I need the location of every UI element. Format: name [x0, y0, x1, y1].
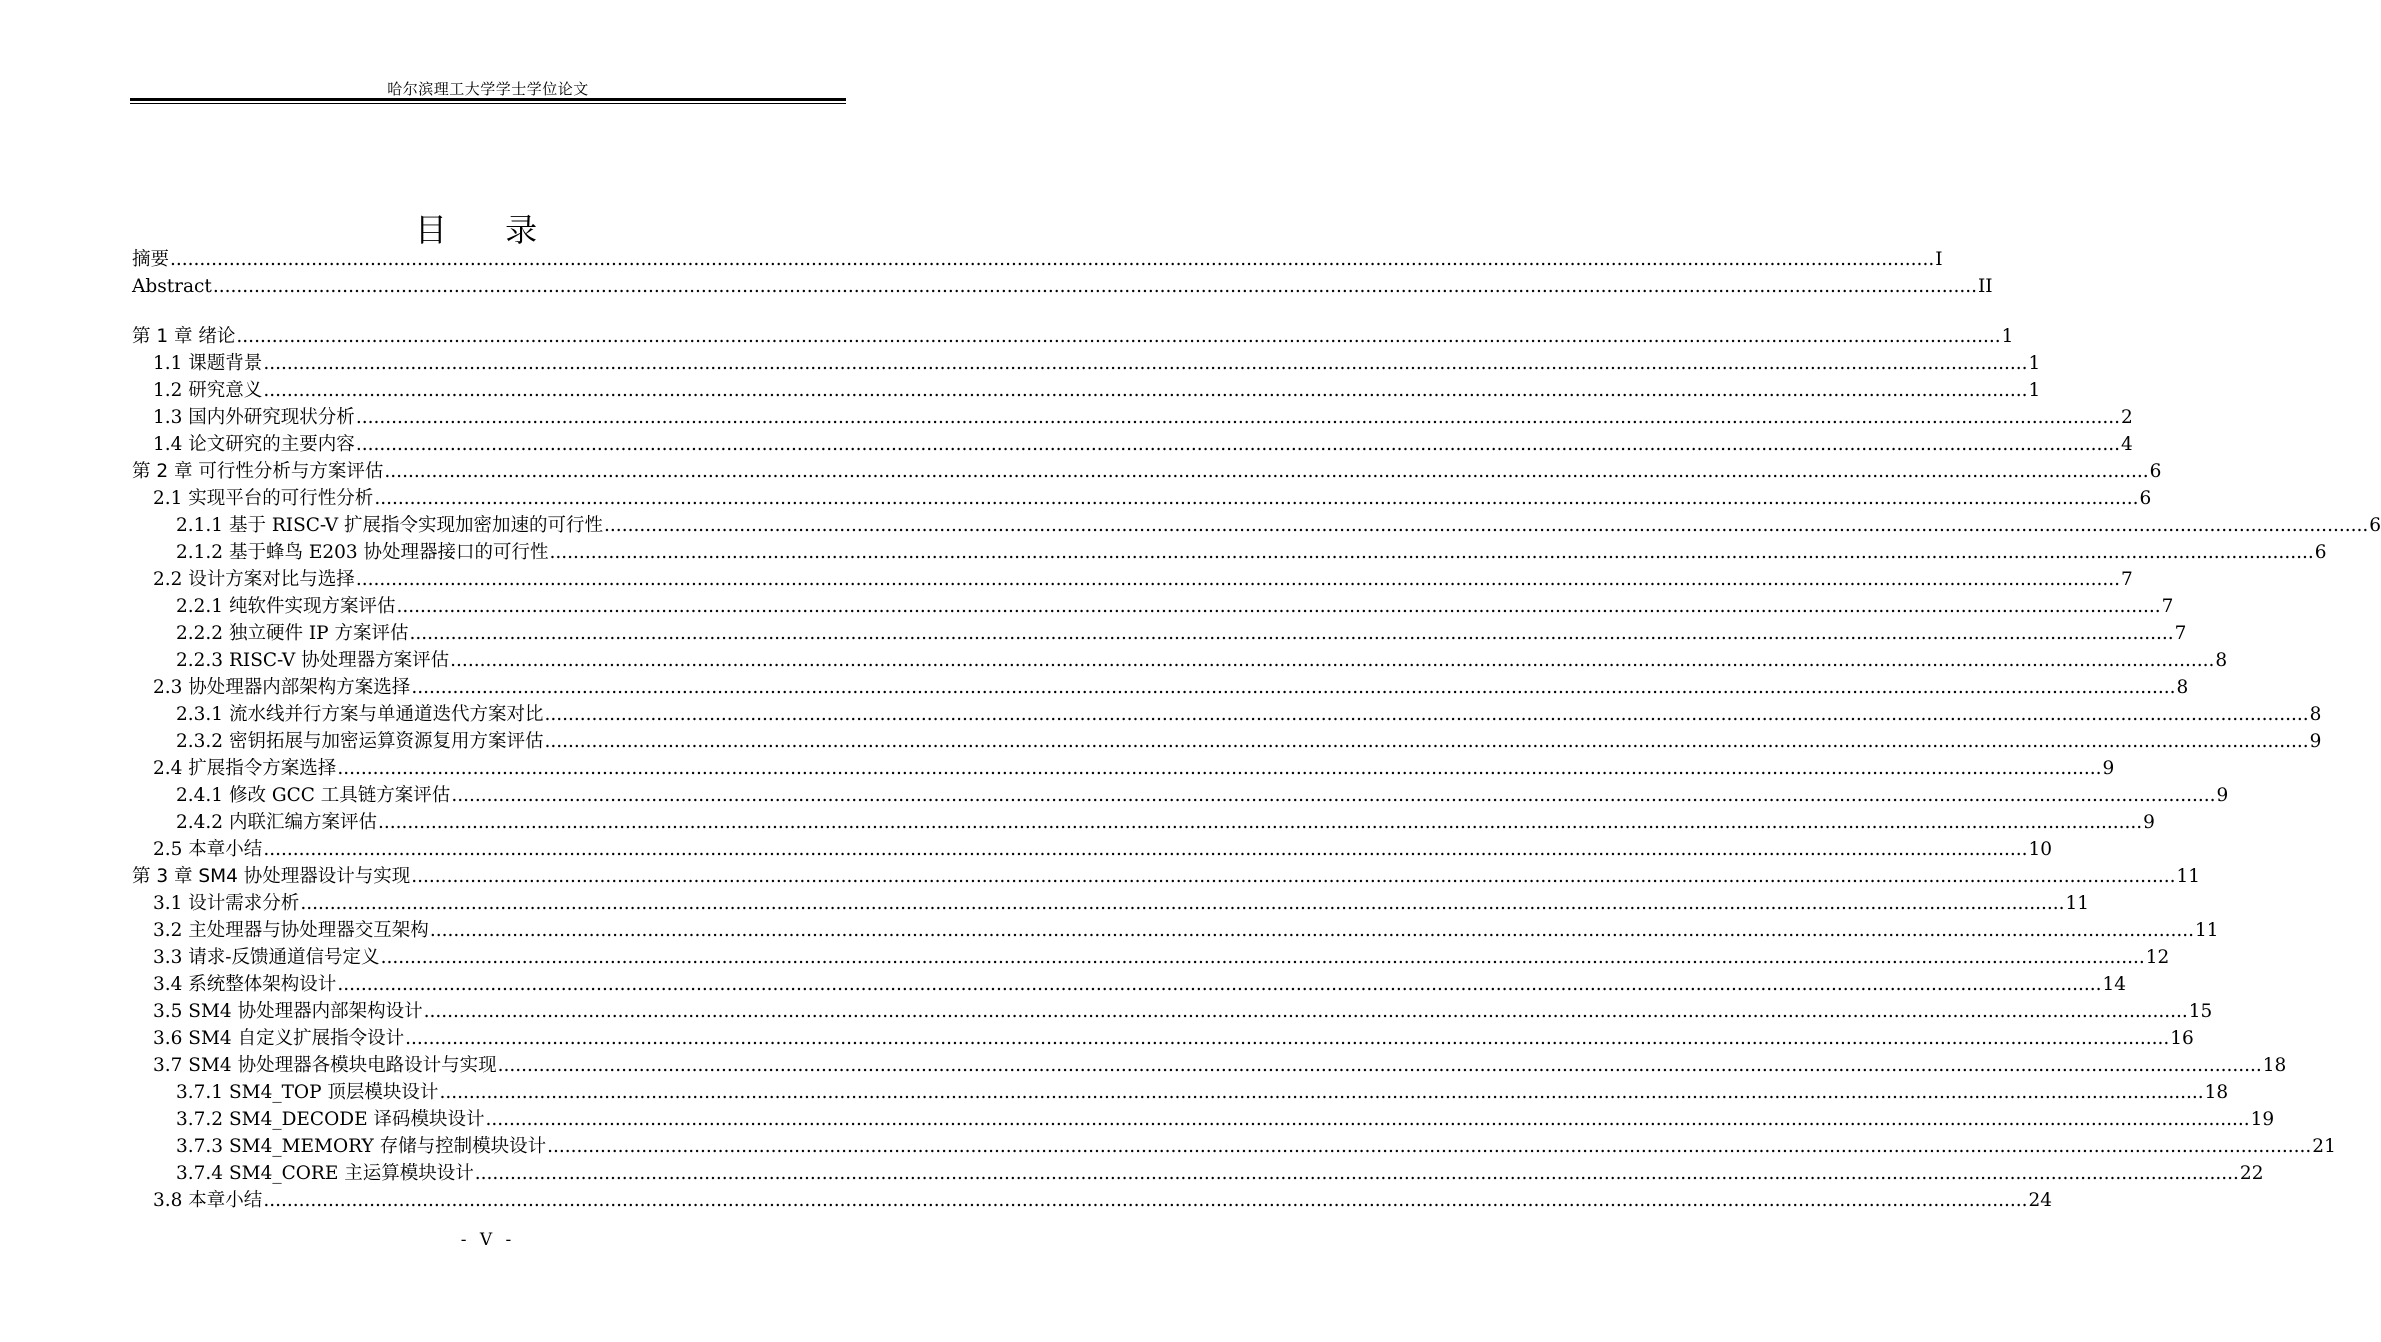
toc-leader: ............................................................................................................................................................................................................................................................................................................: [411, 866, 2176, 887]
toc-entry-page: 11: [2176, 866, 2201, 887]
toc-entry-label: 1.3 国内外研究现状分析: [153, 407, 355, 428]
toc-section-row[interactable]: [130, 539, 2327, 566]
toc-section-row[interactable]: [130, 1025, 2194, 1052]
toc-section-row[interactable]: [130, 1160, 2264, 1187]
toc-entry-page: 7: [2121, 569, 2133, 590]
toc-leader: ............................................................................................................................................................................................................................................................................................................: [396, 596, 2161, 617]
toc-entry-page: 11: [2065, 893, 2090, 914]
toc-leader: ............................................................................................................................................................................................................................................................................................................: [384, 461, 2149, 482]
toc-leader: ............................................................................................................................................................................................................................................................................................................: [547, 1136, 2312, 1157]
toc-leader: ............................................................................................................................................................................................................................................................................................................: [549, 542, 2314, 563]
toc-entry-label: 3.8 本章小结: [153, 1190, 263, 1211]
toc-leader: ............................................................................................................................................................................................................................................................................................................: [337, 974, 2102, 995]
toc-entry-label: 2.2.1 纯软件实现方案评估: [176, 596, 396, 617]
toc-section-row[interactable]: [130, 620, 2187, 647]
toc-entry-page: 15: [2188, 1001, 2213, 1022]
toc-leader: ............................................................................................................................................................................................................................................................................................................: [544, 704, 2309, 725]
toc-entry-label: Abstract: [132, 276, 212, 297]
toc-entry-page: 1: [2028, 353, 2041, 374]
toc-entry-page: 18: [2262, 1055, 2287, 1076]
toc-entry-page: 9: [2102, 758, 2115, 779]
toc-leader: ............................................................................................................................................................................................................................................................................................................: [429, 920, 2194, 941]
toc-entry-label: 2.3 协处理器内部架构方案选择: [153, 677, 411, 698]
toc-section-row[interactable]: [130, 1052, 2287, 1079]
toc-section-row[interactable]: [130, 782, 2229, 809]
toc-leader: ............................................................................................................................................................................................................................................................................................................: [236, 326, 2001, 347]
toc-section-row[interactable]: [130, 512, 2381, 539]
toc-entry-page: 6: [2314, 542, 2327, 563]
toc-entries: [130, 323, 2381, 1214]
toc-entry-page: 12: [2145, 947, 2170, 968]
toc-section-row[interactable]: [130, 350, 2041, 377]
toc-entry-page: 24: [2028, 1190, 2053, 1211]
toc-entry-page: 9: [2143, 812, 2155, 833]
toc-section-row[interactable]: [130, 890, 2090, 917]
toc-section-row[interactable]: [130, 1187, 2053, 1214]
toc-entry-page: 9: [2216, 785, 2229, 806]
table-of-contents: [130, 246, 2381, 1214]
toc-leader: ............................................................................................................................................................................................................................................................................................................: [355, 569, 2120, 590]
toc-entry-label: 3.7.1 SM4_TOP 顶层模块设计: [176, 1082, 439, 1103]
toc-entry-label: 第 2 章 可行性分析与方案评估: [132, 461, 384, 482]
toc-entry-label: 3.7.3 SM4_MEMORY 存储与控制模块设计: [176, 1136, 547, 1157]
toc-leader: ............................................................................................................................................................................................................................................................................................................: [170, 249, 1935, 270]
toc-chapter-row[interactable]: [130, 458, 2162, 485]
toc-entry-label: 摘要: [132, 249, 170, 270]
toc-section-row[interactable]: [130, 836, 2053, 863]
toc-entry-label: 2.2 设计方案对比与选择: [153, 569, 355, 590]
toc-entry-label: 2.5 本章小结: [153, 839, 263, 860]
toc-entry-label: 3.3 请求-反馈通道信号定义: [153, 947, 380, 968]
toc-leader: ............................................................................................................................................................................................................................................................................................................: [263, 1190, 2028, 1211]
toc-section-row[interactable]: [130, 971, 2127, 998]
toc-entry-page: 6: [2139, 488, 2152, 509]
toc-leader: ............................................................................................................................................................................................................................................................................................................: [474, 1163, 2239, 1184]
toc-entry-label: 2.2.3 RISC-V 协处理器方案评估: [176, 650, 450, 671]
toc-section-row[interactable]: [130, 647, 2228, 674]
toc-leader: ............................................................................................................................................................................................................................................................................................................: [497, 1055, 2262, 1076]
toc-leader: ............................................................................................................................................................................................................................................................................................................: [355, 434, 2120, 455]
toc-entry-label: 2.4 扩展指令方案选择: [153, 758, 337, 779]
toc-entry-label: 3.4 系统整体架构设计: [153, 974, 337, 995]
toc-entry-page: 9: [2309, 731, 2322, 752]
toc-entry-label: 2.1.1 基于 RISC-V 扩展指令实现加密加速的可行性: [176, 515, 604, 536]
toc-entry-label: 2.4.1 修改 GCC 工具链方案评估: [176, 785, 451, 806]
toc-entry-label: 1.4 论文研究的主要内容: [153, 434, 355, 455]
toc-entry-page: 2: [2121, 407, 2133, 428]
toc-entry-label: 2.1 实现平台的可行性分析: [153, 488, 374, 509]
toc-row-abstract-en[interactable]: [130, 273, 1993, 300]
toc-entry-label: 3.2 主处理器与协处理器交互架构: [153, 920, 429, 941]
toc-leader: ............................................................................................................................................................................................................................................................................................................: [409, 623, 2174, 644]
toc-leader: ............................................................................................................................................................................................................................................................................................................: [374, 488, 2139, 509]
toc-entry-label: 3.7 SM4 协处理器各模块电路设计与实现: [153, 1055, 497, 1076]
toc-entry-page: 4: [2121, 434, 2133, 455]
toc-section-row[interactable]: [130, 431, 2133, 458]
toc-entry-page: 8: [2215, 650, 2228, 671]
toc-leader: ............................................................................................................................................................................................................................................................................................................: [405, 1028, 2170, 1049]
toc-entry-label: 1.1 课题背景: [153, 353, 263, 374]
running-header: 哈尔滨理工大学学士学位论文: [387, 80, 589, 98]
toc-gap: [130, 300, 846, 323]
page-number: - V -: [460, 1230, 516, 1250]
toc-section-row[interactable]: [130, 809, 2155, 836]
header-rule-thick: [130, 98, 846, 101]
toc-entry-page: 11: [2195, 920, 2219, 941]
toc-section-row[interactable]: [130, 1133, 2336, 1160]
toc-section-row[interactable]: [130, 404, 2133, 431]
toc-leader: ............................................................................................................................................................................................................................................................................................................: [423, 1001, 2188, 1022]
toc-chapter-row[interactable]: [130, 863, 2201, 890]
toc-entry-page: 1: [2028, 380, 2041, 401]
toc-leader: ............................................................................................................................................................................................................................................................................................................: [300, 893, 2065, 914]
toc-entry-page: 1: [2001, 326, 2014, 347]
toc-entry-label: 3.7.2 SM4_DECODE 译码模块设计: [176, 1109, 485, 1130]
toc-leader: ............................................................................................................................................................................................................................................................................................................: [411, 677, 2176, 698]
toc-entry-label: 2.3.1 流水线并行方案与单通道迭代方案对比: [176, 704, 544, 725]
toc-leader: ............................................................................................................................................................................................................................................................................................................: [450, 650, 2215, 671]
toc-entry-page: 19: [2250, 1109, 2275, 1130]
toc-leader: ............................................................................................................................................................................................................................................................................................................: [485, 1109, 2250, 1130]
toc-entry-page: 21: [2312, 1136, 2336, 1157]
toc-entry-label: 第 3 章 SM4 协处理器设计与实现: [132, 866, 411, 887]
toc-entry-label: 3.5 SM4 协处理器内部架构设计: [153, 1001, 423, 1022]
toc-leader: ............................................................................................................................................................................................................................................................................................................: [544, 731, 2309, 752]
toc-entry-page: 6: [2149, 461, 2162, 482]
toc-section-row[interactable]: [130, 998, 2213, 1025]
toc-entry-label: 3.7.4 SM4_CORE 主运算模块设计: [176, 1163, 474, 1184]
toc-section-row[interactable]: [130, 728, 2322, 755]
toc-entry-page: 16: [2170, 1028, 2194, 1049]
toc-entry-page: 10: [2028, 839, 2053, 860]
toc-leader: ............................................................................................................................................................................................................................................................................................................: [377, 812, 2143, 833]
toc-section-row[interactable]: [130, 1079, 2229, 1106]
toc-entry-label: 2.4.2 内联汇编方案评估: [176, 812, 377, 833]
toc-entry-label: 3.1 设计需求分析: [153, 893, 300, 914]
toc-entry-page: 8: [2176, 677, 2189, 698]
toc-leader: ............................................................................................................................................................................................................................................................................................................: [604, 515, 2369, 536]
toc-entry-label: 2.1.2 基于蜂鸟 E203 协处理器接口的可行性: [176, 542, 549, 563]
toc-entry-page: 6: [2369, 515, 2381, 536]
toc-leader: ............................................................................................................................................................................................................................................................................................................: [380, 947, 2145, 968]
toc-section-row[interactable]: [130, 701, 2322, 728]
toc-section-row[interactable]: [130, 917, 2219, 944]
toc-entry-label: 1.2 研究意义: [153, 380, 263, 401]
toc-entry-page: 8: [2309, 704, 2322, 725]
toc-section-row[interactable]: [130, 755, 2115, 782]
toc-leader: ............................................................................................................................................................................................................................................................................................................: [439, 1082, 2204, 1103]
toc-leader: ............................................................................................................................................................................................................................................................................................................: [263, 839, 2028, 860]
toc-title: 目 录: [414, 211, 562, 249]
toc-entry-label: 2.3.2 密钥拓展与加密运算资源复用方案评估: [176, 731, 544, 752]
header-rule-thin: [130, 103, 846, 104]
toc-section-row[interactable]: [130, 674, 2189, 701]
toc-entry-page: 7: [2161, 596, 2174, 617]
toc-chapter-row[interactable]: [130, 323, 2014, 350]
toc-leader: ............................................................................................................................................................................................................................................................................................................: [263, 353, 2028, 374]
toc-leader: ............................................................................................................................................................................................................................................................................................................: [263, 380, 2028, 401]
toc-entry-label: 2.2.2 独立硬件 IP 方案评估: [176, 623, 409, 644]
toc-leader: ............................................................................................................................................................................................................................................................................................................: [355, 407, 2120, 428]
toc-section-row[interactable]: [130, 1106, 2275, 1133]
toc-section-row[interactable]: [130, 944, 2170, 971]
toc-entry-label: 第 1 章 绪论: [132, 326, 236, 347]
toc-entry-page: II: [1978, 276, 1993, 297]
toc-entry-page: I: [1935, 249, 1943, 270]
toc-entry-page: 22: [2239, 1163, 2264, 1184]
toc-section-row[interactable]: [130, 485, 2152, 512]
toc-entry-page: 14: [2102, 974, 2127, 995]
toc-entry-page: 7: [2174, 623, 2187, 644]
toc-section-row[interactable]: [130, 377, 2041, 404]
toc-leader: ............................................................................................................................................................................................................................................................................................................: [337, 758, 2102, 779]
toc-leader: ............................................................................................................................................................................................................................................................................................................: [451, 785, 2216, 806]
toc-section-row[interactable]: [130, 566, 2133, 593]
toc-entry-page: 18: [2204, 1082, 2229, 1103]
toc-leader: ............................................................................................................................................................................................................................................................................................................: [212, 276, 1977, 297]
toc-section-row[interactable]: [130, 593, 2174, 620]
toc-entry-label: 3.6 SM4 自定义扩展指令设计: [153, 1028, 405, 1049]
toc-row-abstract-cn[interactable]: [130, 246, 1943, 273]
